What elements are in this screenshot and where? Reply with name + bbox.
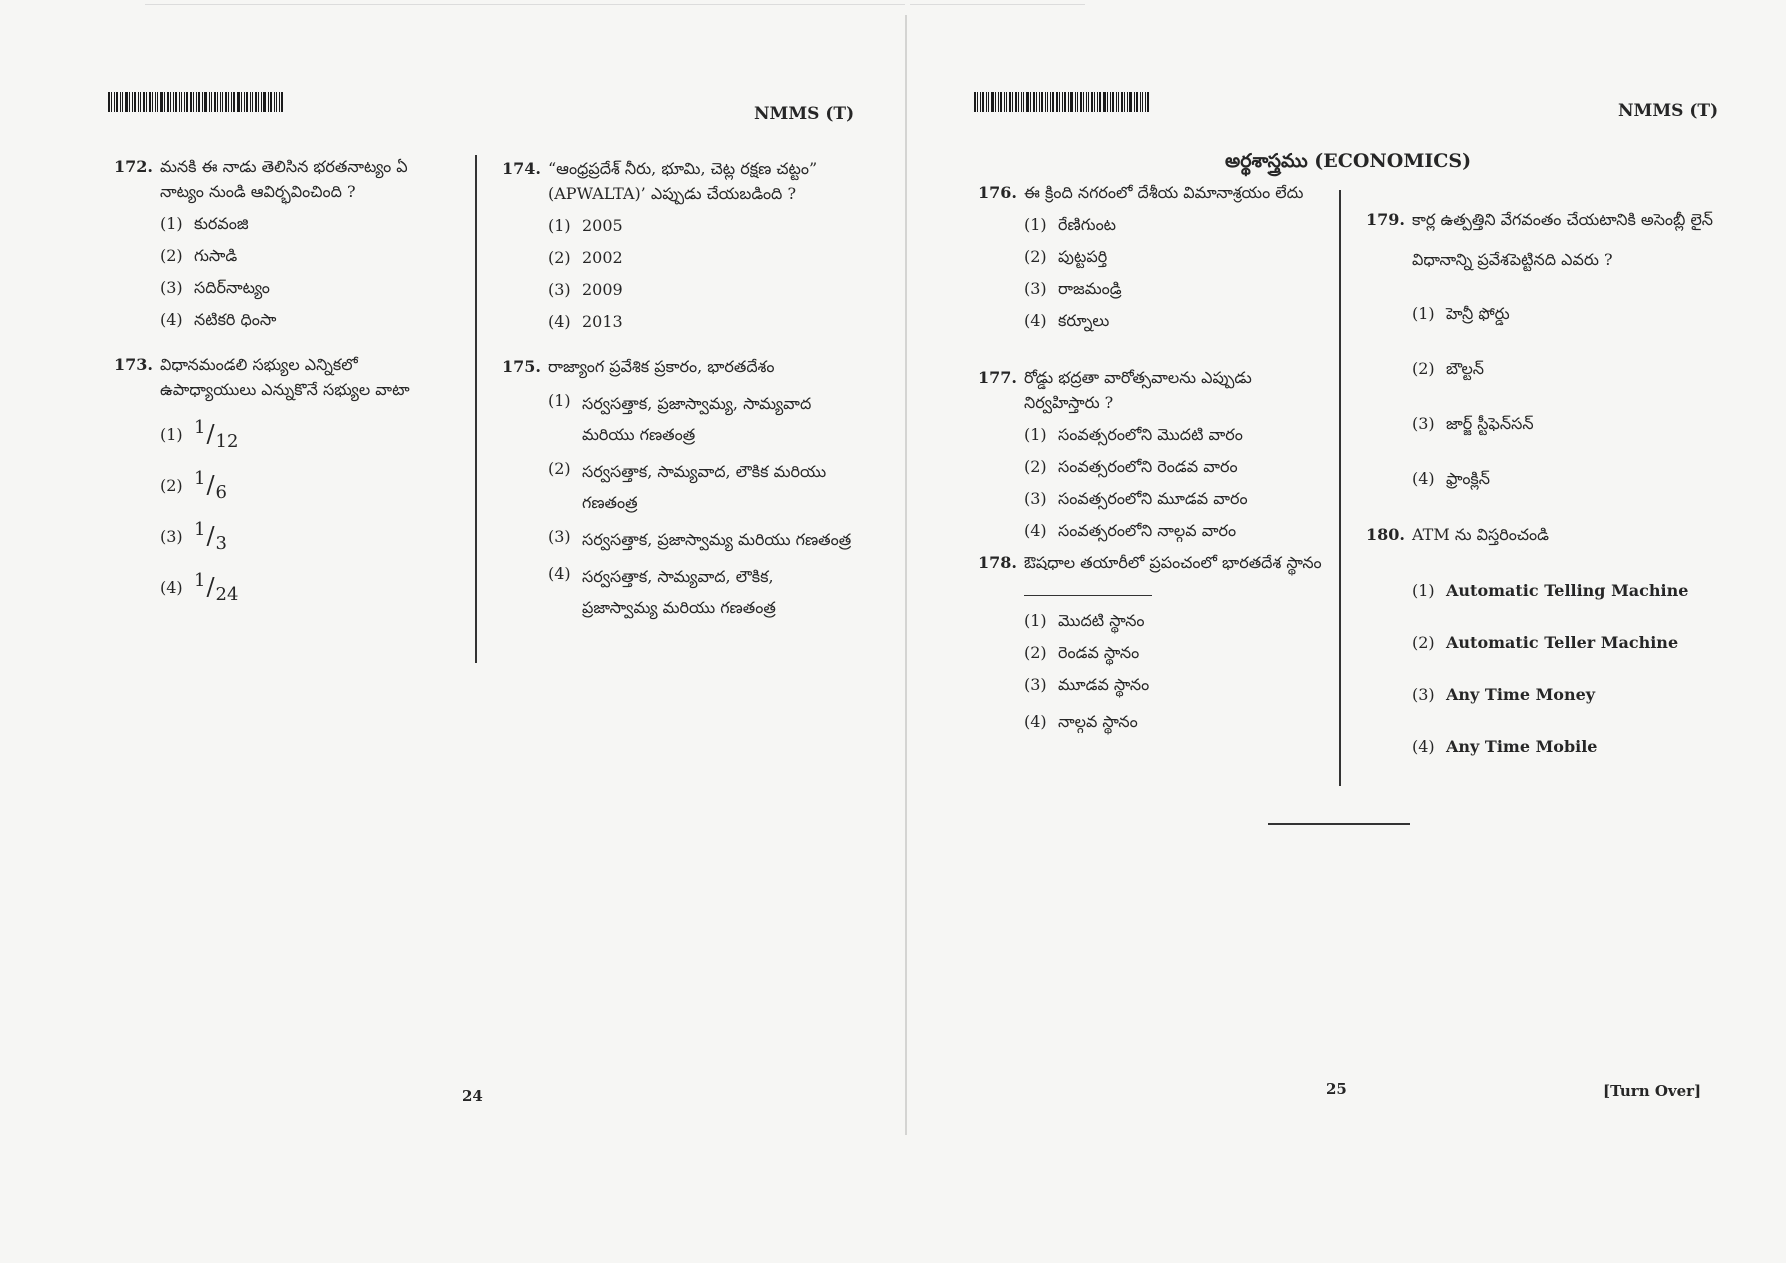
barcode-bar: [233, 92, 235, 112]
option-text: 2013: [582, 312, 623, 331]
option-number: (2): [1412, 633, 1435, 652]
question-number: 176.: [978, 183, 1017, 202]
barcode-bar: [252, 92, 253, 112]
option: [1024, 212, 1323, 237]
barcode-bar: [202, 92, 203, 112]
option-text: Any Time Money: [1446, 685, 1596, 704]
question-number: 179.: [1366, 210, 1405, 229]
barcode-bar: [274, 92, 275, 112]
barcode-bar: [1099, 92, 1101, 112]
option-number: (1): [160, 214, 183, 233]
option-text: Automatic Teller Machine: [1446, 633, 1679, 652]
option: [1024, 486, 1323, 511]
option-text: రెండవ స్థానం: [1058, 643, 1140, 662]
barcode-bar: [1009, 92, 1011, 112]
barcode-bar: [173, 92, 174, 112]
option-number: (4): [1024, 521, 1047, 540]
barcode-bar: [1041, 92, 1043, 112]
barcode-bar: [1142, 92, 1143, 112]
option-number: (4): [160, 578, 183, 597]
option-number: (3): [1412, 414, 1435, 433]
option-text: నాల్గవ స్థానం: [1058, 712, 1138, 731]
option-number: (2): [548, 248, 571, 267]
barcode-bar: [1094, 92, 1095, 112]
option-text: Automatic Telling Machine: [1446, 581, 1689, 600]
question-number: 178.: [978, 553, 1017, 572]
paper-code: NMMS (T): [754, 104, 855, 124]
barcode-bar: [1045, 92, 1046, 112]
barcode-bar: [1018, 92, 1019, 112]
barcode-bar: [998, 92, 999, 112]
barcode: [108, 92, 285, 112]
barcode-bar: [1047, 92, 1048, 112]
top-edge-rule: [910, 4, 1085, 5]
barcode-bar: [1129, 92, 1132, 112]
option: [1024, 518, 1323, 543]
column-divider: [1339, 190, 1341, 786]
barcode-bar: [1030, 92, 1031, 112]
barcode-bar: [1124, 92, 1125, 112]
option: [160, 275, 454, 300]
option-number: (1): [548, 391, 571, 410]
barcode-bar: [1000, 92, 1002, 112]
option: [548, 456, 862, 518]
option: [548, 245, 842, 270]
barcode-bar: [114, 92, 115, 112]
barcode-bar: [138, 92, 139, 112]
barcode-bar: [132, 92, 133, 112]
barcode-bar: [982, 92, 984, 112]
barcode-bar: [1039, 92, 1040, 112]
question-text: ఔషధాల తయారీలో ప్రపంచంలో భారతదేశ స్థానం: [1024, 553, 1322, 572]
barcode-bar: [974, 92, 976, 112]
barcode-bar: [1012, 92, 1013, 112]
barcode-bar: [986, 92, 987, 112]
question-number: 180.: [1366, 525, 1405, 544]
option-text: నటికరి ధింసా: [194, 310, 277, 329]
barcode-bar: [1097, 92, 1098, 112]
option-number: (1): [1412, 304, 1435, 323]
numerator: 1: [194, 468, 206, 489]
barcode-bar: [1077, 92, 1078, 112]
option-number: (1): [548, 216, 571, 235]
denominator: 12: [215, 431, 239, 452]
option-number: (3): [1412, 685, 1435, 704]
option: [160, 570, 454, 605]
barcode-bar: [255, 92, 257, 112]
barcode-bar: [1121, 92, 1123, 112]
option: [1412, 578, 1746, 603]
barcode-bar: [1118, 92, 1119, 112]
question-173: [114, 352, 454, 605]
option-number: (1): [160, 425, 183, 444]
option-text: హెన్రీ ఫోర్డు: [1446, 304, 1510, 323]
barcode-bar: [214, 92, 216, 112]
option-text: కురవంజి: [194, 214, 249, 233]
option: [1412, 349, 1746, 389]
barcode-bar: [241, 92, 242, 112]
column-divider: [475, 155, 477, 663]
barcode-bar: [228, 92, 229, 112]
option-text: పుట్టపర్తి: [1058, 247, 1108, 266]
option: [1412, 459, 1746, 499]
numerator: 1: [194, 570, 206, 591]
barcode-bar: [1015, 92, 1017, 112]
option: [548, 213, 842, 238]
barcode-bar: [1064, 92, 1066, 112]
barcode-bar: [991, 92, 994, 112]
barcode-bar: [250, 92, 251, 112]
barcode-bar: [1083, 92, 1084, 112]
numerator: 1: [194, 417, 206, 438]
barcode-bar: [209, 92, 210, 112]
option-text: కర్నూలు: [1058, 311, 1110, 330]
barcode-bar: [281, 92, 283, 112]
barcode-bar: [186, 92, 188, 112]
option-number: (3): [1024, 279, 1047, 298]
option: [1024, 308, 1323, 333]
paper-code: NMMS (T): [1618, 101, 1719, 121]
option-number: (4): [1412, 737, 1435, 756]
option-number: (4): [548, 312, 571, 331]
option: [1024, 640, 1328, 665]
barcode-bar: [108, 92, 110, 112]
barcode-bar: [276, 92, 277, 112]
barcode-bar: [1033, 92, 1035, 112]
option: [1024, 454, 1323, 479]
barcode-bar: [995, 92, 996, 112]
barcode-bar: [1070, 92, 1073, 112]
option-number: (2): [1412, 359, 1435, 378]
barcode-bar: [155, 92, 156, 112]
question-172: [114, 154, 454, 332]
question-text: మనకి ఈ నాడు తెలిసిన భరతనాట్యం ఏ నాట్యం నుండి ఆవిర్భవించింది ?: [160, 157, 408, 201]
question-177: [978, 365, 1323, 543]
top-edge-rule: [145, 4, 905, 5]
barcode-bar: [184, 92, 185, 112]
option-number: (3): [160, 278, 183, 297]
option-number: (4): [548, 564, 571, 583]
question-text: “ఆంధ్రప్రదేశ్ నీరు, భూమి, చెట్ల రక్షణ చట్టం” (APWALTA)’ ఎప్పుడు చేయబడింది ?: [548, 159, 818, 203]
option-text: బౌల్టన్: [1446, 359, 1485, 378]
option-number: (3): [548, 280, 571, 299]
option-text: మొదటి స్థానం: [1058, 611, 1145, 630]
option: [1024, 672, 1328, 697]
option: [548, 309, 842, 334]
option-text: సంవత్సరంలోని మూడవ వారం: [1058, 489, 1248, 508]
option-number: (2): [548, 459, 571, 478]
barcode-bar: [220, 92, 221, 112]
option-text: 2009: [582, 280, 623, 299]
barcode-bar: [225, 92, 227, 112]
barcode-bar: [134, 92, 136, 112]
option-number: (1): [1024, 611, 1047, 630]
question-text: కార్ల ఉత్పత్తిని వేగవంతం చేయటానికి అసెంబ్లీ లైన్ విధానాన్ని ప్రవేశపెట్టినది ఎవరు ?: [1412, 210, 1714, 269]
option-number: (1): [1412, 581, 1435, 600]
barcode-bar: [1026, 92, 1029, 112]
option-text: గుసాడి: [194, 246, 238, 265]
barcode-bar: [204, 92, 207, 112]
option-text: మూడవ స్థానం: [1058, 675, 1150, 694]
section-title: అర్థశాస్త్రము (ECONOMICS): [1225, 150, 1472, 172]
option: [548, 277, 842, 302]
barcode-bar: [175, 92, 177, 112]
option-number: (4): [160, 310, 183, 329]
barcode-bar: [1088, 92, 1089, 112]
barcode-bar: [1059, 92, 1060, 112]
barcode-bar: [1091, 92, 1093, 112]
numerator: 1: [194, 519, 206, 540]
fraction: 1 / 3: [194, 519, 227, 554]
question-number: 177.: [978, 368, 1017, 387]
barcode-bar: [980, 92, 981, 112]
option-text: సంవత్సరంలోని మొదటి వారం: [1058, 425, 1243, 444]
barcode-bar: [143, 92, 145, 112]
barcode-bar: [1075, 92, 1076, 112]
barcode-bar: [270, 92, 272, 112]
barcode-bar: [237, 92, 240, 112]
option-text: 2005: [582, 216, 623, 235]
option: [160, 417, 454, 452]
question-174: [502, 156, 842, 334]
barcode-bar: [261, 92, 262, 112]
option: [1412, 630, 1746, 655]
barcode-bar: [1004, 92, 1005, 112]
barcode-bar: [196, 92, 197, 112]
option-number: (2): [1024, 247, 1047, 266]
option: [1024, 709, 1328, 734]
right-page: [910, 0, 1786, 1263]
page-spine: [905, 15, 907, 1135]
option-text: సదిర్‌నాట్యం: [194, 278, 270, 297]
barcode-bar: [193, 92, 194, 112]
option-text: జార్జ్ స్టీఫెన్‌సన్: [1446, 414, 1534, 433]
question-text: విధానమండలి సభ్యుల ఎన్నికలో ఉపాధ్యాయులు ఎన్నుకొనే సభ్యుల వాటా: [160, 355, 410, 399]
option-number: (2): [160, 476, 183, 495]
barcode-bar: [125, 92, 128, 112]
barcode-bar: [152, 92, 153, 112]
barcode-bar: [1145, 92, 1146, 112]
barcode-bar: [1110, 92, 1111, 112]
fraction: 1 / 24: [194, 570, 239, 605]
option-number: (4): [1024, 311, 1047, 330]
barcode-bar: [1021, 92, 1022, 112]
barcode-bar: [1023, 92, 1024, 112]
question-176: [978, 180, 1323, 333]
barcode-bar: [246, 92, 248, 112]
option-text: సర్వసత్తాక, ప్రజాస్వామ్య, సామ్యవాద మరియు గణతంత్ర: [582, 394, 812, 444]
fraction: 1 / 6: [194, 468, 227, 503]
barcode-bar: [222, 92, 223, 112]
option-number: (3): [1024, 489, 1047, 508]
turn-over-note: [Turn Over]: [1603, 1082, 1702, 1100]
barcode-bar: [1112, 92, 1114, 112]
barcode-bar: [1036, 92, 1037, 112]
question-number: 175.: [502, 357, 541, 376]
option-text: రేణిగుంట: [1058, 215, 1117, 234]
answer-blank: [1024, 577, 1152, 596]
option-number: (3): [1024, 675, 1047, 694]
barcode-bar: [211, 92, 212, 112]
question-179: [1366, 200, 1746, 499]
question-180: [1366, 522, 1746, 759]
option: [160, 307, 454, 332]
option-number: (4): [1412, 469, 1435, 488]
barcode-bar: [268, 92, 269, 112]
option-text: Any Time Mobile: [1446, 737, 1598, 756]
option-text: 2002: [582, 248, 623, 267]
barcode-bar: [170, 92, 171, 112]
option: [548, 561, 862, 623]
denominator: 3: [215, 533, 227, 554]
barcode-bar: [1103, 92, 1106, 112]
option: [160, 468, 454, 503]
option-text: ఫ్రాంక్లిన్: [1446, 469, 1491, 488]
end-of-section-rule: [1268, 823, 1410, 825]
barcode-bar: [977, 92, 978, 112]
barcode-bar: [122, 92, 123, 112]
barcode-bar: [157, 92, 158, 112]
barcode-bar: [988, 92, 989, 112]
barcode-bar: [1140, 92, 1141, 112]
option-number: (3): [548, 527, 571, 546]
barcode-bar: [1080, 92, 1082, 112]
question-text: రోడ్డు భద్రతా వారోత్సవాలను ఎప్పుడు నిర్వహిస్తారు ?: [1024, 368, 1252, 412]
barcode-bar: [1147, 92, 1149, 112]
question-178: [978, 550, 1328, 734]
barcode-bar: [1050, 92, 1051, 112]
question-number: 173.: [114, 355, 153, 374]
option: [1412, 734, 1746, 759]
barcode-bar: [1052, 92, 1054, 112]
option-text: సంవత్సరంలోని నాల్గవ వారం: [1058, 521, 1237, 540]
option: [1412, 294, 1746, 334]
barcode-bar: [1127, 92, 1128, 112]
question-text: ఈ క్రింది నగరంలో దేశీయ విమానాశ్రయం లేదు: [1024, 183, 1304, 202]
barcode-bar: [181, 92, 182, 112]
option-number: (2): [160, 246, 183, 265]
barcode-bar: [1056, 92, 1058, 112]
option: [548, 388, 862, 450]
barcode-bar: [258, 92, 259, 112]
option: [160, 519, 454, 554]
question-number: 174.: [502, 159, 541, 178]
barcode-bar: [116, 92, 118, 112]
option-number: (3): [160, 527, 183, 546]
barcode-bar: [1068, 92, 1069, 112]
barcode-bar: [263, 92, 266, 112]
option: [160, 243, 454, 268]
option-text: సంవత్సరంలోని రెండవ వారం: [1058, 457, 1238, 476]
denominator: 24: [215, 584, 239, 605]
question-text: ATM ను విస్తరించండి: [1412, 525, 1549, 544]
option-text: సర్వసత్తాక, సామ్యవాద, లౌకిక మరియు గణతంత్ర: [582, 462, 827, 512]
question-175: [502, 354, 862, 623]
barcode-bar: [1086, 92, 1087, 112]
option-text: సర్వసత్తాక, సామ్యవాద, లౌకిక, ప్రజాస్వామ్య మరియు గణతంత్ర: [582, 567, 776, 617]
option: [1024, 608, 1328, 633]
barcode-bar: [1006, 92, 1007, 112]
option: [1024, 244, 1323, 269]
barcode: [974, 92, 1151, 112]
denominator: 6: [215, 482, 227, 503]
barcode-bar: [1134, 92, 1135, 112]
barcode-bar: [231, 92, 232, 112]
fraction: 1 / 12: [194, 417, 239, 452]
barcode-bar: [190, 92, 192, 112]
barcode-bar: [129, 92, 130, 112]
barcode-bar: [217, 92, 218, 112]
barcode-bar: [164, 92, 165, 112]
option: [1024, 422, 1323, 447]
option: [1412, 682, 1746, 707]
page-number: 25: [1326, 1080, 1347, 1098]
barcode-bar: [160, 92, 163, 112]
barcode-bar: [140, 92, 141, 112]
barcode-bar: [1107, 92, 1108, 112]
barcode-bar: [1136, 92, 1138, 112]
barcode-bar: [179, 92, 180, 112]
option: [1024, 276, 1323, 301]
barcode-bar: [279, 92, 280, 112]
barcode-bar: [149, 92, 151, 112]
option-text: సర్వసత్తాక, ప్రజాస్వామ్య మరియు గణతంత్ర: [582, 530, 852, 549]
barcode-bar: [167, 92, 169, 112]
barcode-bar: [244, 92, 245, 112]
question-number: 172.: [114, 157, 153, 176]
barcode-bar: [120, 92, 121, 112]
option-number: (2): [1024, 457, 1047, 476]
page-number: 24: [462, 1087, 483, 1105]
option-number: (2): [1024, 643, 1047, 662]
question-text: రాజ్యాంగ ప్రవేశిక ప్రకారం, భారతదేశం: [548, 357, 775, 376]
option: [160, 211, 454, 236]
option-text: రాజమండ్రి: [1058, 279, 1122, 298]
barcode-bar: [198, 92, 200, 112]
barcode-bar: [1062, 92, 1063, 112]
option: [1412, 404, 1746, 444]
barcode-bar: [146, 92, 147, 112]
option-number: (1): [1024, 425, 1047, 444]
option-number: (1): [1024, 215, 1047, 234]
option: [548, 524, 862, 555]
option-number: (4): [1024, 712, 1047, 731]
barcode-bar: [111, 92, 112, 112]
barcode-bar: [1116, 92, 1117, 112]
